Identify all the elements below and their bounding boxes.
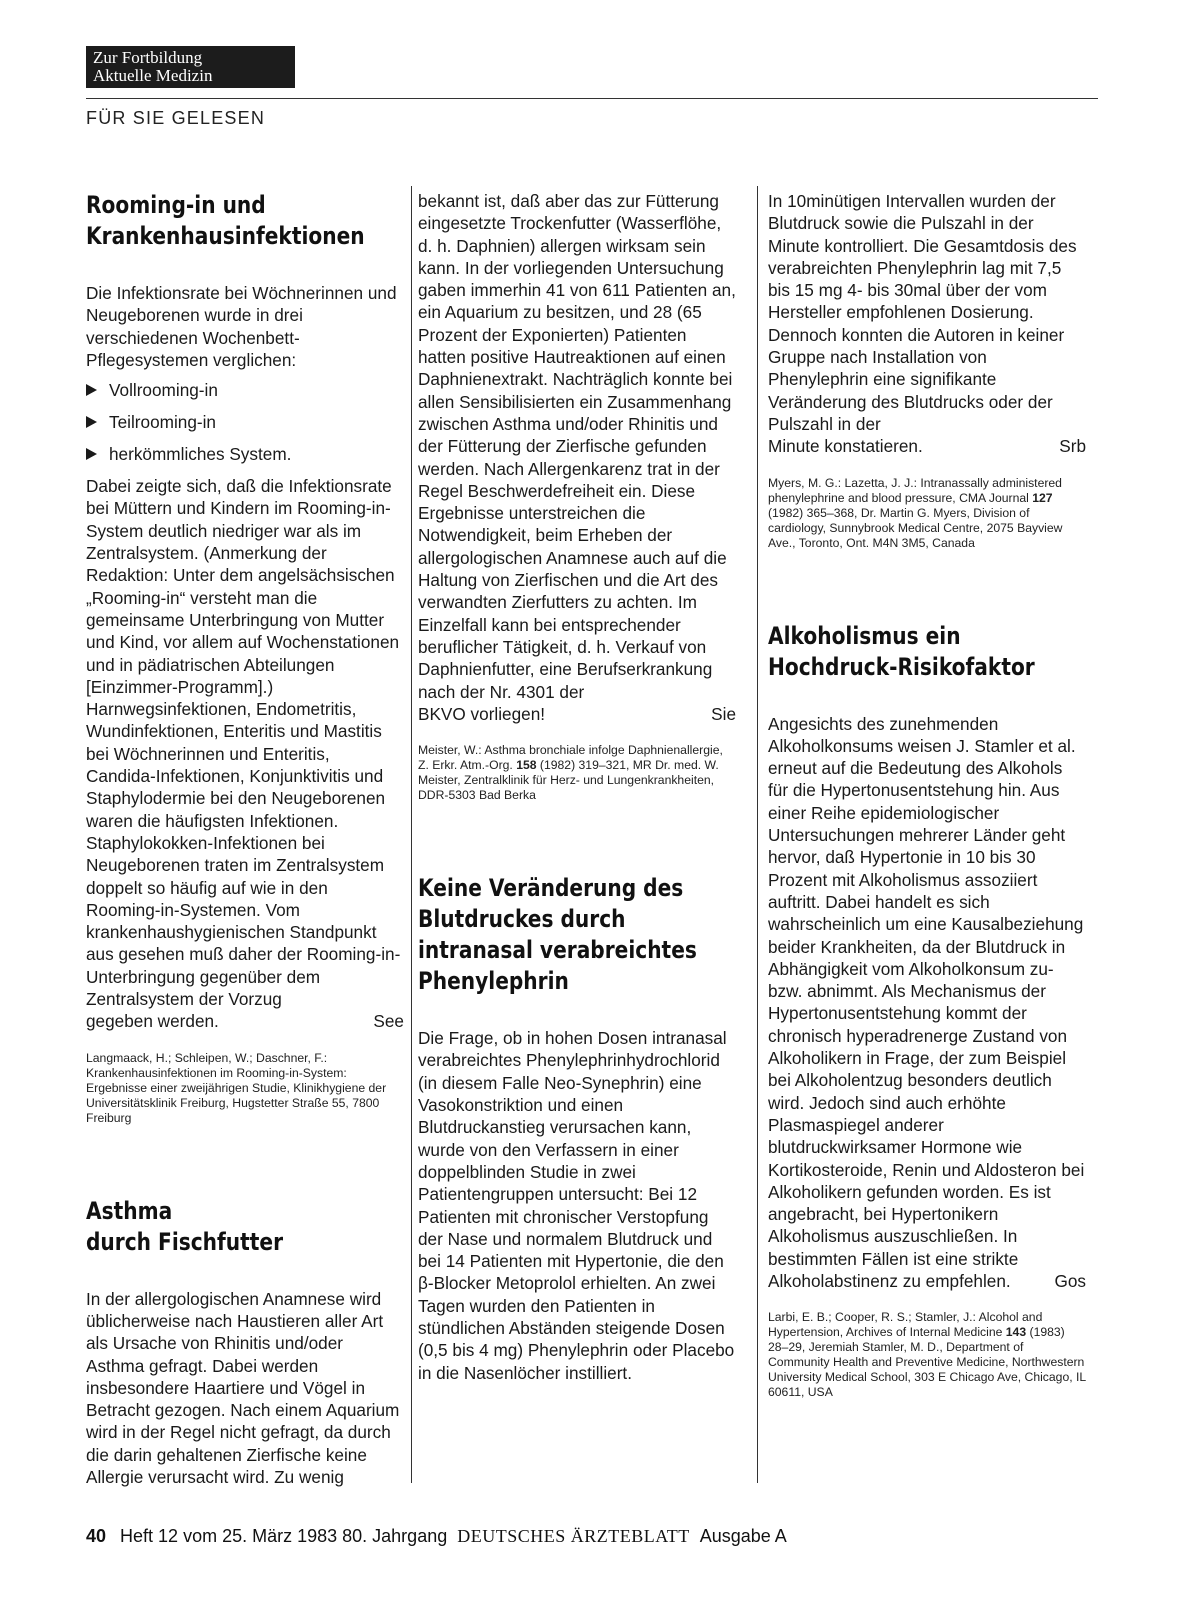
issue-info: Heft 12 vom 25. März 1983 80. Jahrgang [120, 1526, 448, 1546]
column-1 [86, 190, 404, 1488]
article1-bullet-list [86, 379, 404, 465]
article3-signature: Srb [1059, 436, 1086, 457]
list-item: herkömmliches System. [86, 443, 404, 465]
article2-signature: Sie [711, 703, 736, 724]
header-rule [86, 98, 1098, 99]
list-item: Teilrooming-in [86, 411, 404, 433]
article2-body-part1: In der allergologischen Anamnese wird üblicherweise nach Haustieren aller Art als Ursache von Rhinitis und/oder Asthma gefragt. Dabei werden insbesondere Haartiere und Vögel in Betracht gezogen. Nach einem Aquarium wird in der Regel nicht gefragt, da durch die darin gehaltenen Zierfische keine Allergie verursacht wird. Zu wenig [86, 1288, 400, 1487]
column-divider-2 [757, 186, 758, 1483]
article1-title: Rooming-in und Krankenhausinfektionen [86, 191, 365, 250]
article4-body: Angesichts des zunehmenden Alkoholkonsums weisen J. Stamler et al. erneut auf die Bedeutung des Alkohols für die Hypertonusentstehung hin. Aus einer Reihe epidemiologischer Untersuchungen mehrerer Länder geht hervor, daß Hypertonie in 10 bis 30 Prozent mit Alkoholismus assoziiert auftritt. Dabei handelt es sich wahrscheinlich um eine Kausalbeziehung beider Krankheiten, da der Blutdruck in Abhängigkeit vom Alkoholkonsum zu- bzw. abnimmt. Als Mechanismus der Hypertonusentstehung kommt der chronisch hyperadrenerge Zustand von Alkoholikern in Frage, der zum Beispiel bei Alkoholentzug besonders deutlich wird. Jedoch sind auch erhöhte Plasmaspiegel anderer blutdruckwirksamer Hormone wie Kortikosteroide, Renin und Aldosteron bei Alkoholikern gefunden worden. Es ist angebracht, bei Hypertonikern Alkoholismus auszuschließen. In bestimmten Fällen ist eine strikte [768, 713, 1085, 1269]
article4-last-line: Alkoholabstinenz zu empfehlen. Gos [768, 1270, 1086, 1291]
article2-title: Asthma durch Fischfutter [86, 1196, 284, 1256]
rubric: FÜR SIE GELESEN [86, 108, 266, 128]
article1-reference: Langmaack, H.; Schleipen, W.; Daschner, F.: Krankenhausinfektionen im Rooming-in-System: Ergebnisse einer zweijährigen Studie, Klinikhygiene der Universitätsklinik Freiburg, Hugstetter Straße 55, 7800 Freiburg [86, 1050, 387, 1125]
page-number: 40 [86, 1526, 107, 1546]
page-footer [86, 1526, 787, 1547]
article4-reference: Larbi, E. B.; Cooper, R. S.; Stamler, J.: Alcohol and Hypertension, Archives of Internal Medicine 143 (1983) 28–29, Jeremiah Stamler, M. D., Department of Community Health and Preventive Medicine, Northwestern University Medical School, 303 E Chicago Ave, Chicago, IL 60611, USA [768, 1310, 1086, 1400]
journal-name: DEUTSCHES ÄRZTEBLATT [457, 1526, 690, 1546]
article4-title: Alkoholismus ein Hochdruck-Risikofaktor [768, 621, 1035, 681]
article1-intro: Die Infektionsrate bei Wöchnerinnen und Neugeborenen wurde in drei verschiedenen Wochenbett-Pflegesystemen verglichen: [86, 283, 397, 370]
triangle-bullet-icon [86, 416, 97, 428]
section-label [86, 46, 295, 88]
article2-body-part2: bekannt ist, daß aber das zur Fütterung eingesetzte Trockenfutter (Wasserflöhe, d. h. Daphnien) allergen wirksam sein kann. In der vorliegenden Untersuchung gaben immerhin 41 von 611 Patienten an, ein Aquarium zu besitzen, und 28 (65 Prozent der Exponierten) Patienten hatten positive Hautreaktionen auf einen Daphnienextrakt. Nachträglich konnte bei allen Sensibilisierten ein Zusammenhang zwischen Asthma und/oder Rhinitis und der Fütterung der Zierfische gefunden werden. Nach Allergenkarenz trat in der Regel Beschwerdefreiheit ein. Diese Ergebnisse unterstreichen die Notwendigkeit, beim Erheben der allergologischen Anamnese auch auf die Haltung von Zierfischen und die Art des verwandten Zierfutters zu achten. Im Einzelfall kann bei entsprechender beruflicher Tätigkeit, d. h. Verkauf von Daphnienfutter, eine Berufserkrankung nach der Nr. 4301 der [418, 191, 736, 702]
article3-title: Keine Veränderung des Blutdruckes durch intranasal verabreichtes Phenylephrin [418, 874, 697, 996]
article1-signature: See [373, 1011, 404, 1032]
triangle-bullet-icon [86, 448, 97, 460]
article1-body: Dabei zeigte sich, daß die Infektionsrate bei Müttern und Kindern im Rooming-in-System deutlich niedriger war als im Zentralsystem. (Anmerkung der Redaktion: Unter dem angelsächsischen „Rooming-in“ versteht man die gemeinsame Unterbringung von Mutter und Kind, vor allem auf Wochenstationen und in pädiatrischen Abteilungen [Einzimmer-Programm].) Harnwegsinfektionen, Endometritis, Wundinfektionen, Enteritis und Mastitis bei Wöchnerinnen und Enteritis, Candida-Infektionen, Konjunktivitis und Staphylodermie bei den Neugeborenen waren die häufigsten Infektionen. Staphylokokken-Infektionen bei Neugeborenen traten im Zentralsystem doppelt so häufig auf wie in den Rooming-in-Systemen. Vom krankenhaushygienischen Standpunkt aus gesehen muß daher der Rooming-in-Unterbringung gegenüber dem Zentralsystem der Vorzug [86, 476, 401, 1010]
section-label-line1: Zur Fortbildung [93, 48, 203, 67]
column-divider-1 [411, 186, 412, 1483]
column-2 [418, 190, 736, 1384]
article1-last-line: gegeben werden. See [86, 1011, 404, 1032]
article3-body-part1: Die Frage, ob in hohen Dosen intranasal verabreichtes Phenylephrinhydrochlorid (in diesem Falle Neo-Synephrin) eine Vasokonstriktion und einen Blutdruckanstieg verursachen kann, wurde von den Verfassern in einer doppelblinden Studie in zwei Patientengruppen untersucht: Bei 12 Patienten mit chronischer Verstopfung der Nase und normalem Blutdruck und bei 14 Patienten mit Hypertonie, die den β-Blocker Metoprolol erhielten. An zwei Tagen wurden den Patienten in stündlichen Abständen steigende Dosen (0,5 bis 4 mg) Phenylephrin oder Placebo in die Nasenlöcher instilliert. [418, 1028, 735, 1383]
article3-body-part2: In 10minütigen Intervallen wurden der Blutdruck sowie die Pulszahl in der Minute kontrolliert. Die Gesamtdosis des verabreichten Phenylephrin lag mit 7,5 bis 15 mg 4- bis 30mal über der vom Hersteller empfohlenen Dosierung. Dennoch konnten die Autoren in keiner Gruppe nach Installation von Phenylephrin eine signifikante Veränderung des Blutdrucks oder der Pulszahl in der [768, 191, 1077, 434]
triangle-bullet-icon [86, 384, 97, 396]
list-item: Vollrooming-in [86, 379, 404, 401]
article3-reference: Myers, M. G.: Lazetta, J. J.: Intranassally administered phenylephrine and blood pressure, CMA Journal 127 (1982) 365–368, Dr. Martin G. Myers, Division of cardiology, Sunnybrook Medical Centre, 2075 Bayview Ave., Toronto, Ont. M4N 3M5, Canada [768, 475, 1063, 550]
edition-label: Ausgabe A [699, 1526, 787, 1546]
section-label-line2: Aktuelle Medizin [93, 66, 213, 85]
article2-last-line: BKVO vorliegen! Sie [418, 703, 736, 724]
article4-signature: Gos [1054, 1270, 1086, 1291]
article3-last-line: Minute konstatieren. Srb [768, 436, 1086, 457]
article2-reference: Meister, W.: Asthma bronchiale infolge Daphnienallergie, Z. Erkr. Atm.-Org. 158 (1982) 319–321, MR Dr. med. W. Meister, Zentralklinik für Herz- und Lungenkrankheiten, DDR-5303 Bad Berka [418, 743, 723, 803]
column-3 [768, 190, 1086, 1400]
